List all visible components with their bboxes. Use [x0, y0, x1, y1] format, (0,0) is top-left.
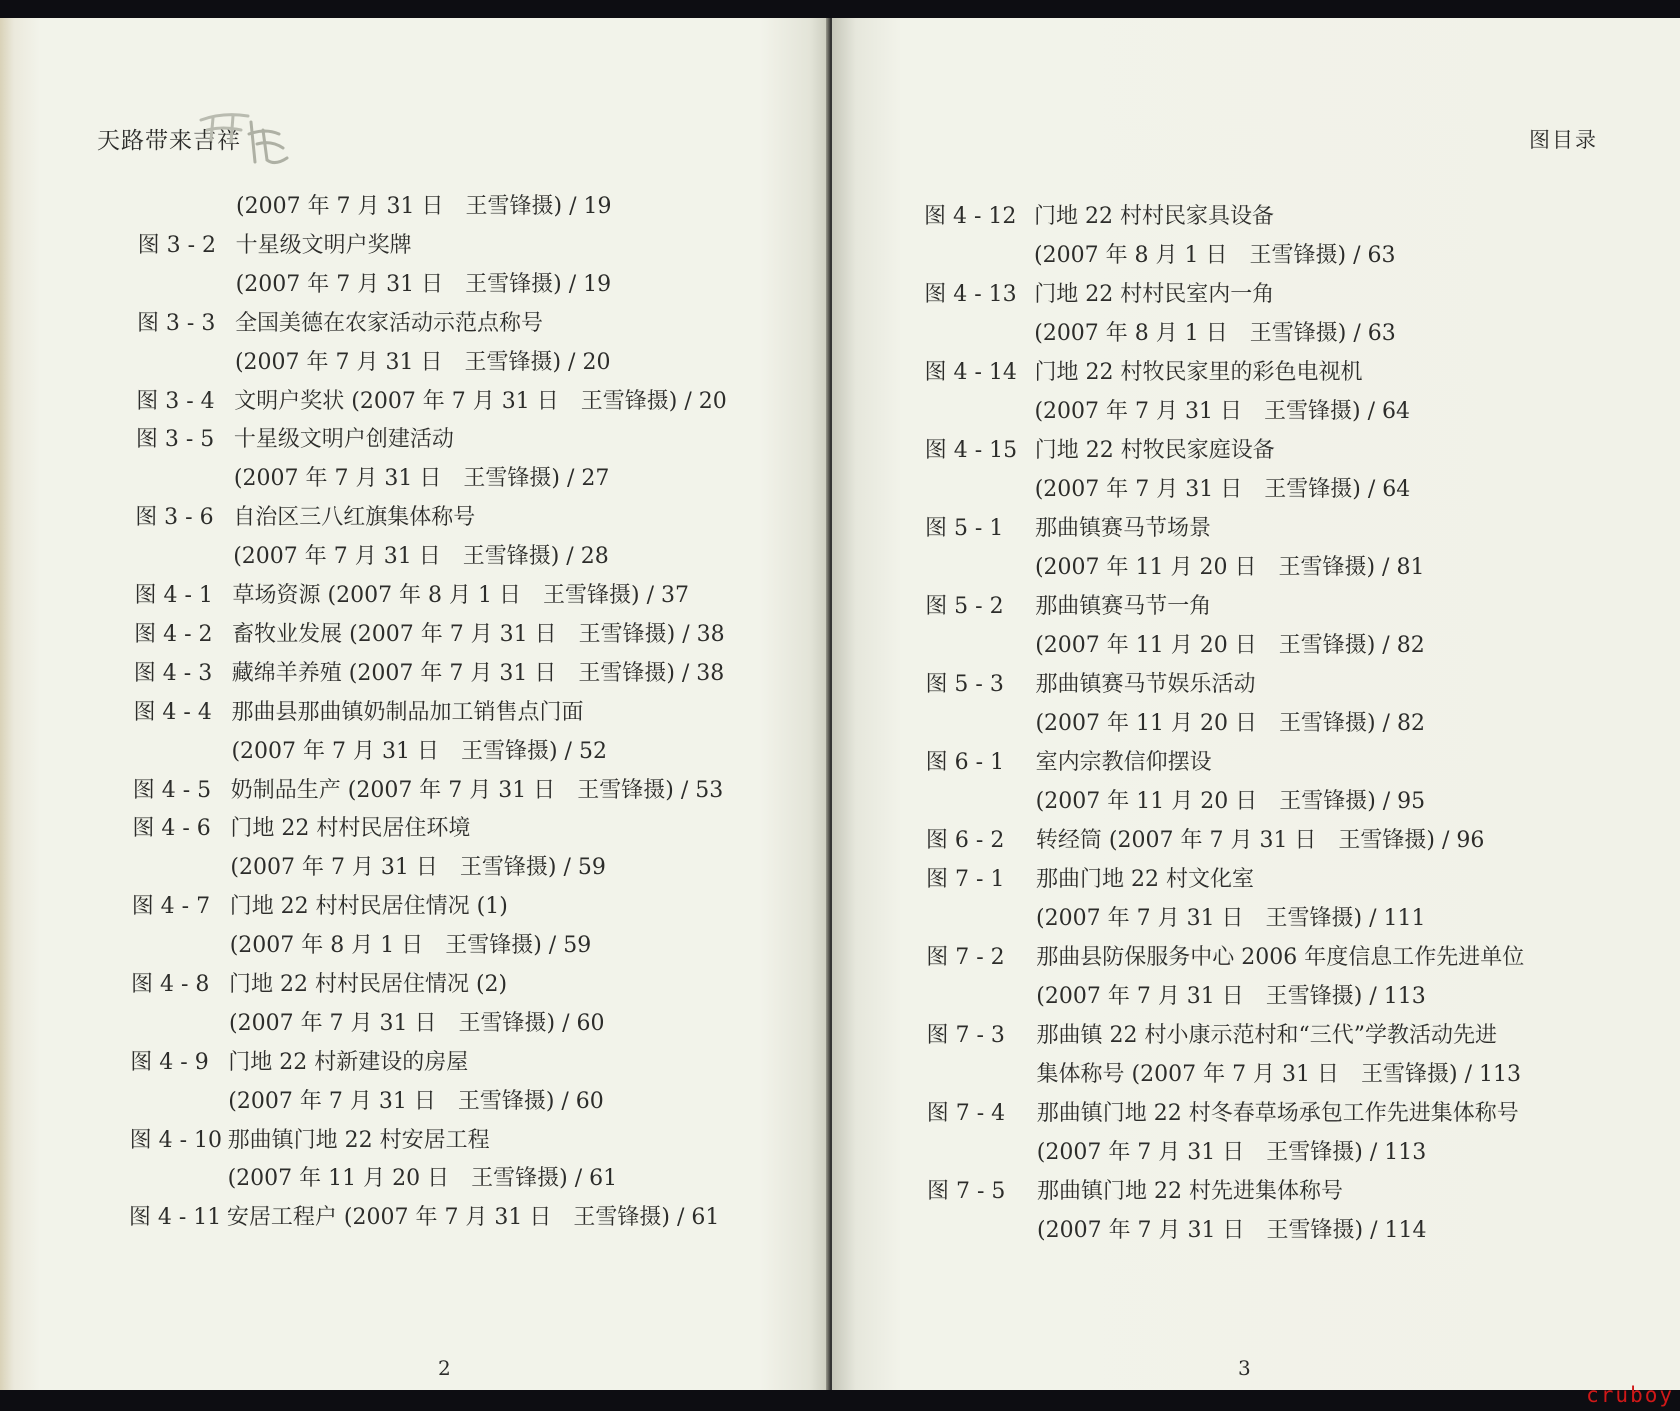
figure-caption-continued: (2007 年 7 月 31 日 王雪锋摄) / 113: [1036, 1140, 1427, 1165]
figure-caption: 门地 22 村新建设的房屋: [228, 1049, 469, 1075]
figure-caption: 那曲县防保服务中心 2006 年度信息工作先进单位: [1036, 945, 1525, 970]
figure-label: 图 3 - 3: [136, 310, 216, 336]
figure-caption-continued: (2007 年 7 月 31 日 王雪锋摄) / 60: [229, 1010, 605, 1036]
figure-label: 图 3 - 5: [135, 427, 215, 453]
figure-caption: 那曲镇赛马节一角: [1035, 594, 1212, 619]
figure-caption: 室内宗教信仰摆设: [1035, 750, 1212, 775]
figure-caption-continued: (2007 年 8 月 1 日 王雪锋摄) / 59: [229, 933, 592, 959]
figure-label: 图 7 - 2: [926, 945, 1005, 970]
figure-caption: 门地 22 村村民居住情况 (2): [229, 972, 508, 997]
figure-caption-continued: (2007 年 8 月 1 日 王雪锋摄) / 63: [1034, 321, 1396, 346]
figure-label: 图 5 - 3: [925, 672, 1004, 697]
running-header-right: 图目录: [1529, 128, 1598, 152]
figure-caption: 那曲镇赛马节娱乐活动: [1035, 672, 1256, 697]
page-number-right: 3: [1238, 1356, 1251, 1380]
figure-caption: 转经筒 (2007 年 7 月 31 日 王雪锋摄) / 96: [1035, 828, 1485, 853]
figure-label: 图 7 - 4: [926, 1101, 1006, 1126]
figure-caption-continued: (2007 年 7 月 31 日 王雪锋摄) / 27: [233, 466, 610, 492]
figure-caption-continued: (2007 年 11 月 20 日 王雪锋摄) / 82: [1035, 711, 1425, 736]
figure-label: 图 4 - 15: [924, 438, 1018, 463]
figure-caption: 全国美德在农家活动示范点称号: [234, 310, 543, 336]
figure-caption-continued: (2007 年 11 月 20 日 王雪锋摄) / 95: [1035, 789, 1426, 814]
figure-caption: 门地 22 村牧民家庭设备: [1034, 438, 1275, 463]
figure-label: 图 4 - 14: [924, 360, 1017, 385]
figure-caption-continued: (2007 年 7 月 31 日 王雪锋摄) / 64: [1034, 399, 1410, 424]
figure-caption: 那曲镇赛马节场景: [1034, 516, 1211, 541]
figure-label: 图 4 - 11: [128, 1205, 222, 1231]
figure-label: 图 6 - 2: [925, 828, 1005, 853]
figure-caption-continued: (2007 年 7 月 31 日 王雪锋摄) / 59: [230, 855, 606, 881]
figure-label: 图 4 - 6: [132, 816, 211, 842]
figure-caption-continued: (2007 年 11 月 20 日 王雪锋摄) / 61: [227, 1166, 618, 1192]
figure-label: 图 4 - 1: [134, 583, 213, 608]
figure-label: 图 7 - 5: [927, 1179, 1006, 1204]
figure-caption-continued: (2007 年 7 月 31 日 王雪锋摄) / 19: [235, 271, 612, 297]
figure-label: 图 4 - 10: [129, 1127, 222, 1153]
figure-caption-continued: (2007 年 7 月 31 日 王雪锋摄) / 20: [234, 349, 611, 375]
figure-caption: 门地 22 村村民家具设备: [1034, 204, 1274, 229]
figure-label: 图 7 - 3: [926, 1023, 1005, 1048]
figure-label: 图 4 - 12: [924, 204, 1017, 229]
figure-caption-continued: (2007 年 7 月 31 日 王雪锋摄) / 113: [1036, 984, 1426, 1009]
figure-caption: 那曲镇门地 22 村安居工程: [227, 1127, 490, 1153]
figure-caption-continued: (2007 年 7 月 31 日 王雪锋摄) / 114: [1037, 1218, 1427, 1243]
watermark-text: cruboy: [1586, 1383, 1674, 1407]
figure-caption: 安居工程户 (2007 年 7 月 31 日 王雪锋摄) / 61: [226, 1205, 720, 1231]
figure-label: 图 4 - 4: [133, 699, 212, 725]
figure-caption: 自治区三八红旗集体称号: [233, 505, 476, 531]
right-page: [832, 18, 1680, 1390]
figure-label: 图 3 - 6: [135, 505, 214, 531]
figure-caption: 那曲镇门地 22 村冬春草场承包工作先进集体称号: [1036, 1101, 1519, 1126]
figure-caption: 那曲门地 22 村文化室: [1036, 867, 1255, 892]
running-header-left: 天路带来吉祥: [97, 128, 241, 154]
figure-caption: 草场资源 (2007 年 8 月 1 日 王雪锋摄) / 37: [232, 583, 690, 608]
figure-caption: (2007 年 7 月 31 日 王雪锋摄) / 19: [236, 194, 612, 219]
figure-label: 图 3 - 4: [136, 388, 215, 414]
figure-label: 图 3 - 2: [137, 232, 217, 258]
figure-label: 图 4 - 3: [133, 660, 213, 686]
figure-caption: 那曲镇 22 村小康示范村和“三代”学教活动先进: [1036, 1023, 1497, 1048]
figure-caption-continued: (2007 年 7 月 31 日 王雪锋摄) / 111: [1036, 906, 1426, 931]
figure-caption: 奶制品生产 (2007 年 7 月 31 日 王雪锋摄) / 53: [230, 777, 724, 803]
left-page: [0, 18, 830, 1390]
figure-caption: 藏绵羊养殖 (2007 年 7 月 31 日 王雪锋摄) / 38: [231, 660, 725, 686]
figure-label: 图 7 - 1: [926, 867, 1005, 892]
figure-label: 图 6 - 1: [925, 750, 1005, 775]
figure-label: 图 4 - 5: [132, 777, 212, 803]
figure-label: 图 4 - 9: [130, 1049, 209, 1075]
figure-caption: 那曲县那曲镇奶制品加工销售点门面: [231, 699, 584, 725]
figure-caption: 门地 22 村牧民家里的彩色电视机: [1034, 360, 1363, 385]
page-number-left: 2: [438, 1356, 451, 1380]
figure-caption: 畜牧业发展 (2007 年 7 月 31 日 王雪锋摄) / 38: [232, 621, 725, 647]
figure-caption: 门地 22 村村民室内一角: [1034, 282, 1275, 307]
figure-caption: 十星级文明户奖牌: [235, 232, 412, 258]
figure-label: 图 4 - 7: [131, 894, 211, 920]
figure-caption: 门地 22 村村民居住情况 (1): [229, 894, 508, 920]
figure-caption-continued: (2007 年 8 月 1 日 王雪锋摄) / 63: [1034, 243, 1396, 268]
figure-label: 图 4 - 13: [924, 282, 1017, 307]
figure-caption: 文明户奖状 (2007 年 7 月 31 日 王雪锋摄) / 20: [234, 388, 727, 414]
figure-caption: 那曲镇门地 22 村先进集体称号: [1037, 1179, 1343, 1204]
figure-caption-continued: (2007 年 7 月 31 日 王雪锋摄) / 52: [231, 738, 607, 764]
figure-caption-continued: (2007 年 7 月 31 日 王雪锋摄) / 28: [233, 544, 609, 570]
figure-caption: 门地 22 村村民居住环境: [230, 816, 471, 842]
calligraphy-logo: [193, 100, 293, 170]
figure-caption-continued: (2007 年 7 月 31 日 王雪锋摄) / 60: [228, 1088, 604, 1114]
figure-caption-continued: (2007 年 7 月 31 日 王雪锋摄) / 64: [1034, 477, 1411, 502]
figure-label: 图 5 - 1: [924, 516, 1004, 541]
figure-label: 图 5 - 2: [925, 594, 1004, 619]
figure-caption-continued: (2007 年 11 月 20 日 王雪锋摄) / 81: [1034, 555, 1425, 580]
figure-caption-continued: 集体称号 (2007 年 7 月 31 日 王雪锋摄) / 113: [1036, 1062, 1522, 1087]
figure-caption: 十星级文明户创建活动: [233, 427, 454, 453]
figure-label: 图 4 - 2: [134, 621, 213, 647]
figure-caption-continued: (2007 年 11 月 20 日 王雪锋摄) / 82: [1035, 633, 1425, 658]
figure-label: 图 4 - 8: [131, 972, 210, 997]
